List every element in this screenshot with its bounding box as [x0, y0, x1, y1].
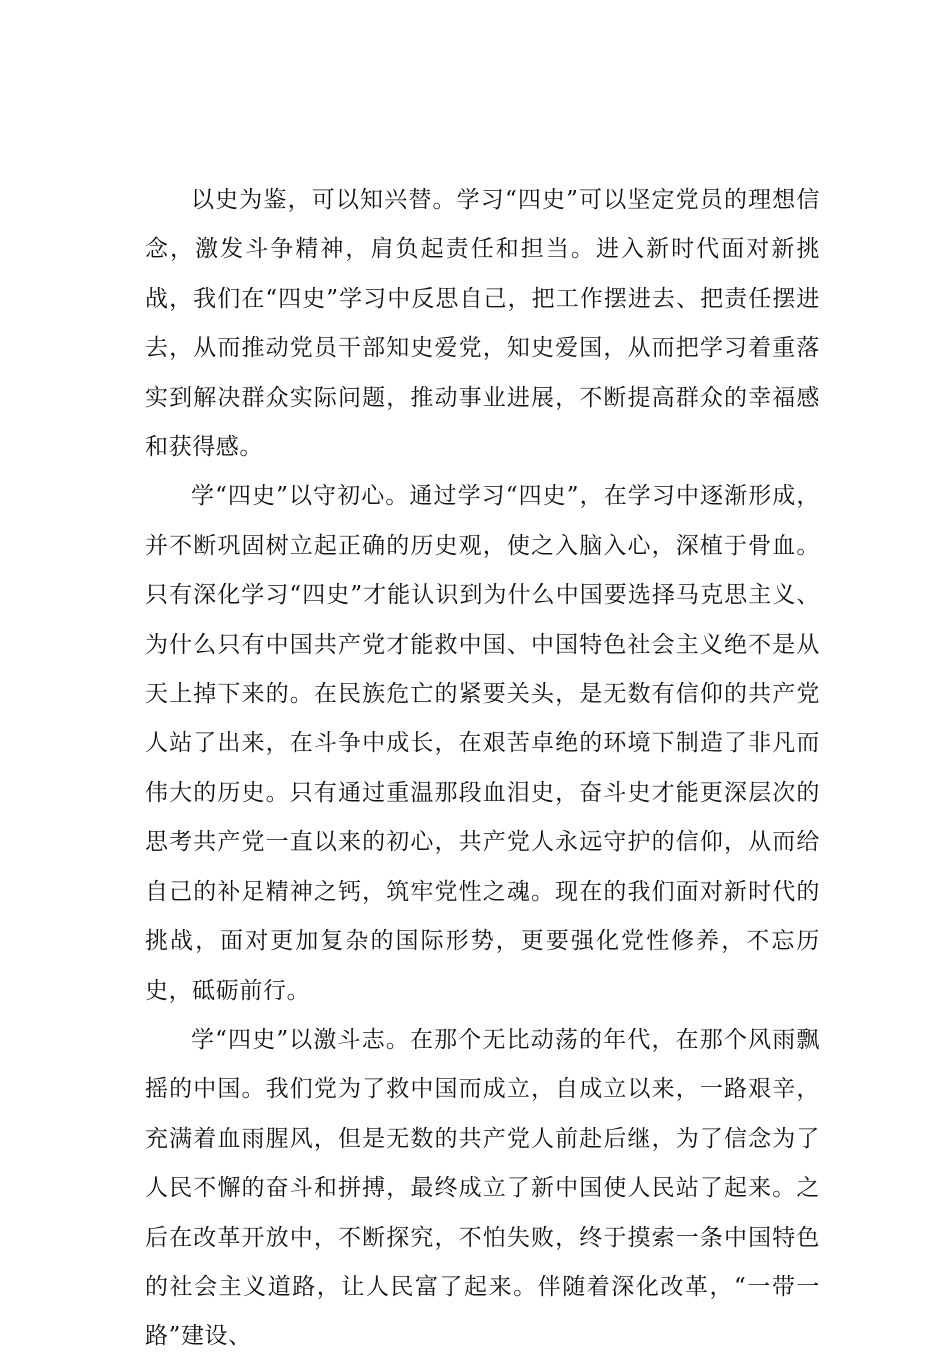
document-body: [145, 176, 820, 1362]
paragraph-1: 以史为鉴，可以知兴替。学习“四史”可以坚定党员的理想信念，激发斗争精神，肩负起责任和担当。进入新时代面对新挑战，我们在“四史”学习中反思自己，把工作摆进去、把责任摆进去，从而推动党员干部知史爱党，知史爱国，从而把学习着重落实到解决群众实际问题，推动事业进展，不断提高群众的幸福感和获得感。: [145, 187, 820, 461]
paragraph-3: 学“四史”以激斗志。在那个无比动荡的年代，在那个风雨飘摇的中国。我们党为了救中国而成立，自成立以来，一路艰辛，充满着血雨腥风，但是无数的共产党人前赴后继，为了信念为了人民不懈的奋斗和拼搏，最终成立了新中国使人民站了起来。之后在改革开放中，不断探究，不怕失败，终于摸索一条中国特色的社会主义道路，让人民富了起来。伴随着深化改革，“一带一路”建设、: [145, 1026, 820, 1350]
paragraph-2: 学“四史”以守初心。通过学习“四史”，在学习中逐渐形成，并不断巩固树立起正确的历史观，使之入脑入心，深植于骨血。只有深化学习“四史”才能认识到为什么中国要选择马克思主义、为什么只有中国共产党才能救中国、中国特色社会主义绝不是从天上掉下来的。在民族危亡的紧要关头，是无数有信仰的共产党人站了出来，在斗争中成长，在艰苦卓绝的环境下制造了非凡而伟大的历史。只有通过重温那段血泪史，奋斗史才能更深层次的思考共产党一直以来的初心，共产党人永远守护的信仰，从而给自己的补足精神之钙，筑牢党性之魂。现在的我们面对新时代的挑战，面对更加复杂的国际形势，更要强化党性修养，不忘历史，砥砺前行。: [145, 483, 820, 1004]
